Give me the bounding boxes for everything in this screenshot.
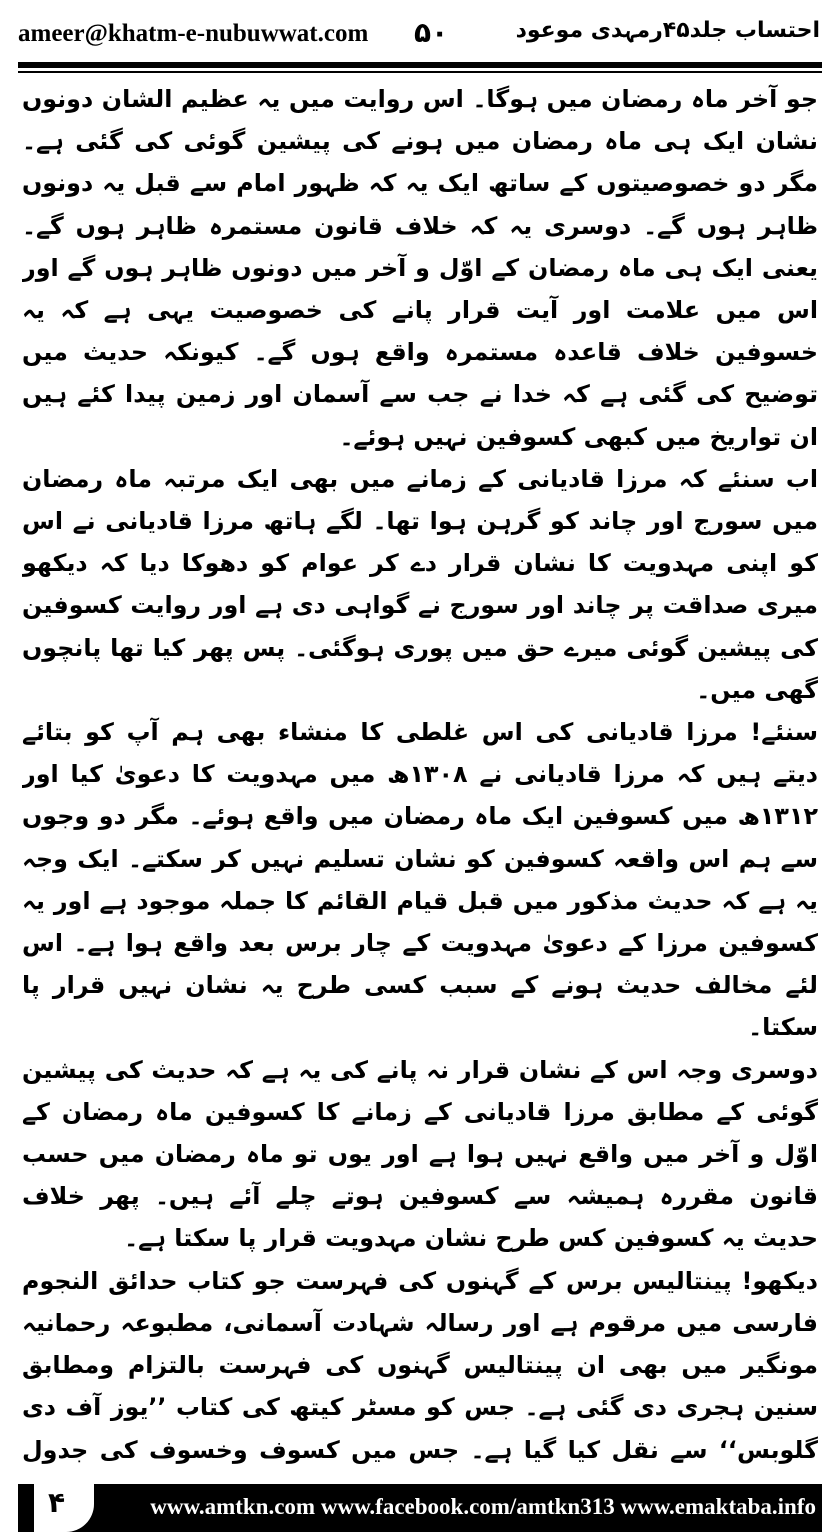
header-rule-thin: [18, 71, 822, 73]
footer-page-number: ۴: [48, 1486, 66, 1519]
paragraph: سنئے! مرزا قادیانی کی اس غلطی کا منشاء بھی ہم آپ کو بتائے دیتے ہیں کہ مرزا قادیانی نے ۱۳۰۸ھ میں مہدویت کا دعویٰ کیا اور ۱۳۱۲ھ میں کسوفین ایک ماہ رمضان میں واقع ہوئے۔ مگر دو وجوں سے ہم اس واقعہ کسوفین کو نشان تسلیم نہیں کر سکتے۔ ایک وجہ یہ ہے کہ حدیث مذکور میں قبل قیام القائم کا جملہ موجود ہے اور یہ کسوفین مرزا کے دعویٰ مہدویت کے چار برس بعد واقع ہوا ہے۔ اس لئے مخالف حدیث ہونے کے سبب کسی طرح یہ نشان نہیں قرار پا سکتا۔: [22, 718, 818, 1042]
paragraph: دیکھو! پینتالیس برس کے گہنوں کی فہرست جو کتاب حدائق النجوم فارسی میں مرقوم ہے اور رسالہ شہادت آسمانی، مطبوعہ رحمانیہ مونگیر میں بھی ان پینتالیس گہنوں کی فہرست بالتزام ومطابق سنین ہجری دی گئی ہے۔ جس کو مسٹر کیتھ کی کتاب ’’یوز آف دی گلوبس‘‘ سے نقل کیا گیا ہے۔ جس میں کسوف وخسوف کی جدول: [22, 1266, 818, 1464]
header-rule-thick: [18, 62, 822, 68]
footer-links: www.amtkn.com www.facebook.com/amtkn313 www.emaktaba.info: [150, 1494, 816, 1519]
header-book-title: احتساب جلد۴۵رمہدی موعود: [515, 18, 820, 43]
paragraph: اب سنئے کہ مرزا قادیانی کے زمانے میں بھی ایک مرتبہ ماہ رمضان میں سورج اور چاند کو گرہن ہوا تھا۔ لگے ہاتھ مرزا قادیانی نے اس کو اپنی مہدویت کا نشان قرار دے کر عوام کو دھوکا دیا کہ دیکھو میری صداقت پر چاند اور سورج نے گواہی دی ہے اور روایت کسوفین کی پیشین گوئی میرے حق میں پوری ہوگئی۔ پس پھر کیا تھا پانچوں گھی میں۔: [22, 464, 818, 704]
header-email: ameer@khatm-e-nubuwwat.com: [18, 20, 369, 47]
paragraph: دوسری وجہ اس کے نشان قرار نہ پانے کی یہ ہے کہ حدیث کی پیشین گوئی کے مطابق مرزا قادیانی کے زمانے کا کسوفین ماہ رمضان کے اوّل و آخر میں واقع نہیں ہوا ہے اور یوں تو ماہ رمضان میں حسب قانون مقررہ ہمیشہ سے کسوفین ہوتے چلے آئے ہیں۔ پھر خلاف حدیث یہ کسوفین کس طرح نشان مہدویت قرار پا سکتا ہے۔: [22, 1055, 818, 1253]
footer-page-tab: [34, 1482, 94, 1532]
page-footer: [18, 1484, 822, 1532]
body-text: [22, 78, 818, 1474]
header-page-number: ۵۰: [414, 16, 449, 49]
paragraph: جو آخر ماہ رمضان میں ہوگا۔ اس روایت میں یہ عظیم الشان دونوں نشان ایک ہی ماہ رمضان میں ہونے کی پیشین گوئی کی گئی ہے۔ مگر دو خصوصیتوں کے ساتھ ایک یہ کہ ظہور امام سے قبل یہ دونوں ظاہر ہوں گے۔ دوسری یہ کہ خلاف قانون مستمرہ ظاہر ہوں گے۔ یعنی ایک ہی ماہ رمضان کے اوّل و آخر میں دونوں ظاہر ہوں گے اور اس میں علامت اور آیت قرار پانے کی خصوصیت یہی ہے کہ یہ خسوفین خلاف قاعدہ مستمرہ واقع ہوں گے۔ کیونکہ حدیث میں توضیح کی گئی ہے کہ خدا نے جب سے آسمان اور زمین پیدا کئے ہیں ان تواریخ میں کبھی کسوفین نہیں ہوئے۔: [22, 85, 818, 451]
page-header: [14, 14, 826, 56]
